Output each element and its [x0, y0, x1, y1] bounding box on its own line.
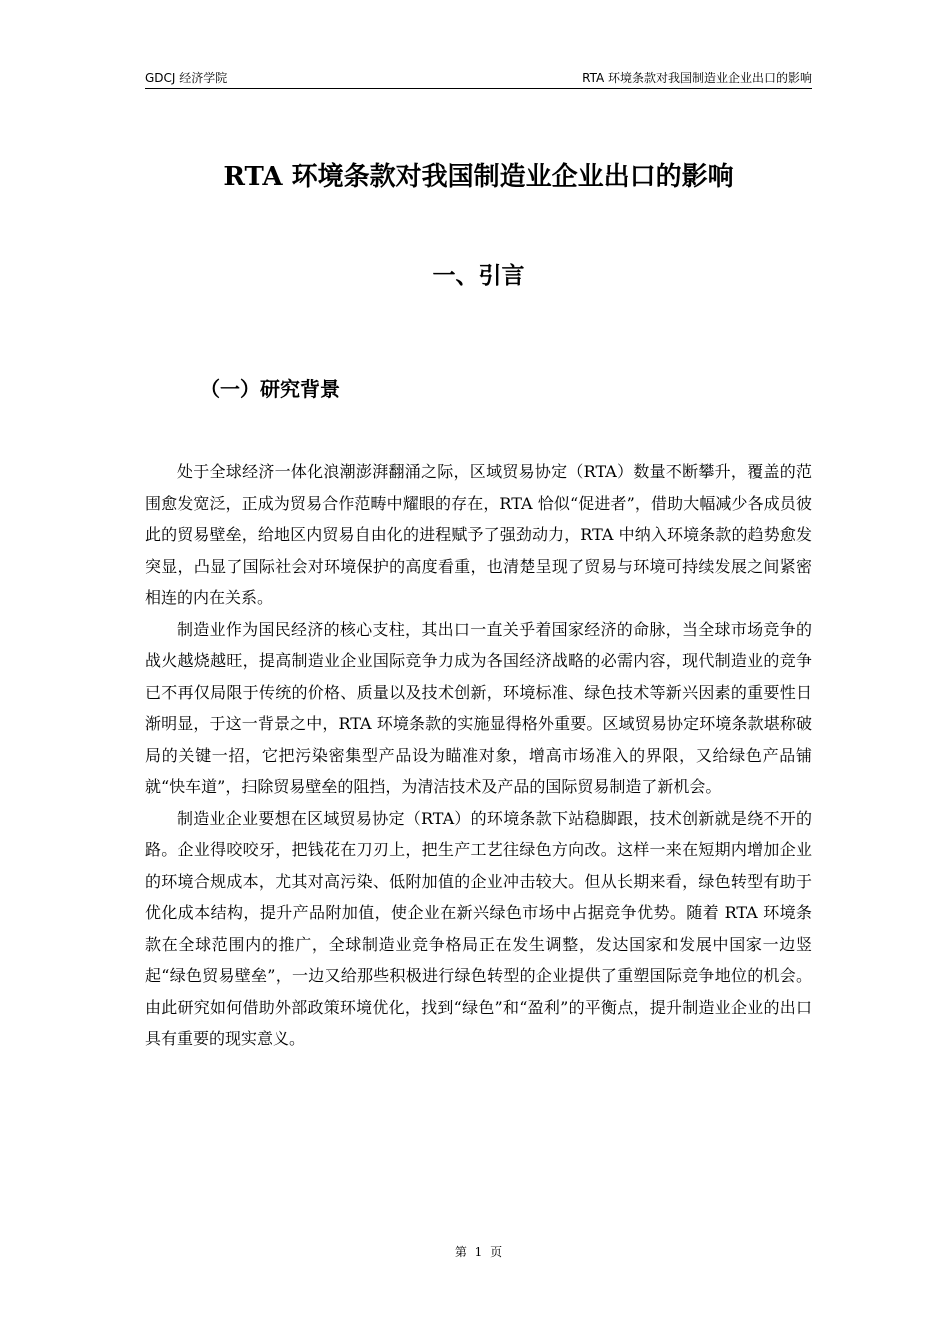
- paragraph: 制造业企业要想在区域贸易协定（RTA）的环境条款下站稳脚跟，技术创新就是绕不开的路。企业得咬咬牙，把钱花在刀刃上，把生产工艺往绿色方向改。这样一来在短期内增加企业的环境合规成本，尤其对高污染、低附加值的企业冲击较大。但从长期来看，绿色转型有助于优化成本结构，提升产品附加值，使企业在新兴绿色市场中占据竞争优势。随着 RTA 环境条款在全球范围内的推广，全球制造业竞争格局正在发生调整，发达国家和发展中国家一边竖起“绿色贸易壁垒”，一边又给那些积极进行绿色转型的企业提供了重塑国际竞争地位的机会。由此研究如何借助外部政策环境优化，找到“绿色”和“盈利”的平衡点，提升制造业企业的出口具有重要的现实意义。: [145, 808, 812, 1048]
- page-number: 第 1 页: [454, 1245, 503, 1259]
- page-header: [145, 68, 812, 89]
- header-left-text: GDCJ 经济学院: [145, 71, 228, 85]
- header-right-text: RTA 环境条款对我国制造业企业出口的影响: [582, 71, 812, 85]
- subsection-heading: （一）研究背景: [200, 377, 340, 401]
- document-title: RTA 环境条款对我国制造业企业出口的影响: [223, 162, 734, 192]
- section-heading: 一、引言: [432, 263, 525, 289]
- paragraph: 制造业作为国民经济的核心支柱，其出口一直关乎着国家经济的命脉，当全球市场竞争的战火越烧越旺，提高制造业企业国际竞争力成为各国经济战略的必需内容，现代制造业的竞争已不再仅局限于传统的价格、质量以及技术创新，环境标准、绿色技术等新兴因素的重要性日渐明显，于这一背景之中，RTA 环境条款的实施显得格外重要。区域贸易协定环境条款堪称破局的关键一招，它把污染密集型产品设为瞄准对象，增高市场准入的界限，又给绿色产品铺就“快车道”，扫除贸易壁垒的阻挡，为清洁技术及产品的国际贸易制造了新机会。: [145, 619, 812, 796]
- body-text: [145, 456, 812, 1055]
- paragraph: 处于全球经济一体化浪潮澎湃翻涌之际，区域贸易协定（RTA）数量不断攀升，覆盖的范围愈发宽泛，正成为贸易合作范畴中耀眼的存在，RTA 恰似“促进者”，借助大幅减少各成员彼此的贸易壁垒，给地区内贸易自由化的进程赋予了强劲动力，RTA 中纳入环境条款的趋势愈发突显，凸显了国际社会对环境保护的高度看重，也清楚呈现了贸易与环境可持续发展之间紧密相连的内在关系。: [145, 462, 812, 607]
